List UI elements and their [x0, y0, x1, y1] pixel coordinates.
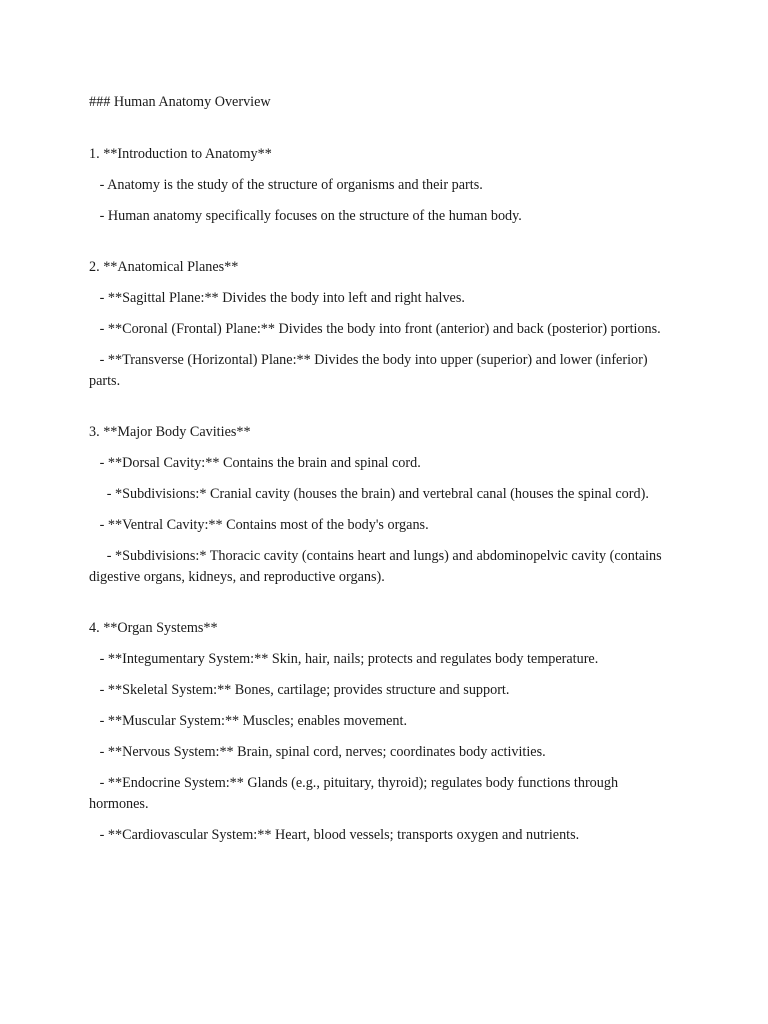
- document-page: [89, 92, 664, 856]
- list-item: - **Coronal (Frontal) Plane:** Divides the body into front (anterior) and back (posterior) portions.: [89, 321, 661, 337]
- list-item: - **Sagittal Plane:** Divides the body into left and right halves.: [89, 290, 465, 306]
- section-heading-organ-systems: 4. **Organ Systems**: [89, 620, 218, 636]
- list-item: - *Subdivisions:* Thoracic cavity (contains heart and lungs) and abdominopelvic cavity (contains digestive organs, kidneys, and reproductive organs).: [89, 548, 666, 585]
- list-item: - **Cardiovascular System:** Heart, blood vessels; transports oxygen and nutrients.: [89, 826, 580, 843]
- list-item: - **Ventral Cavity:** Contains most of the body's organs.: [89, 517, 429, 533]
- list-item: - Human anatomy specifically focuses on the structure of the human body.: [89, 207, 522, 224]
- list-item: - **Integumentary System:** Skin, hair, nails; protects and regulates body temperature.: [89, 651, 599, 667]
- list-item: - Anatomy is the study of the structure of organisms and their parts.: [89, 176, 483, 193]
- list-item: - **Transverse (Horizontal) Plane:** Divides the body into upper (superior) and lower (inferior) parts.: [89, 352, 652, 389]
- section-heading-cavities: 3. **Major Body Cavities**: [89, 424, 251, 440]
- list-item: - **Nervous System:** Brain, spinal cord, nerves; coordinates body activities.: [89, 744, 546, 760]
- section-heading-planes: 2. **Anatomical Planes**: [89, 259, 239, 275]
- list-item: - **Muscular System:** Muscles; enables movement.: [89, 713, 407, 729]
- list-item: - **Skeletal System:** Bones, cartilage; provides structure and support.: [89, 682, 510, 698]
- list-item: - *Subdivisions:* Cranial cavity (houses the brain) and vertebral canal (houses the spinal cord).: [89, 486, 649, 502]
- document-title: ### Human Anatomy Overview: [89, 94, 271, 110]
- list-item: - **Endocrine System:** Glands (e.g., pituitary, thyroid); regulates body functions through hormones.: [89, 775, 622, 812]
- section-heading-introduction: 1. **Introduction to Anatomy**: [89, 145, 272, 162]
- list-item: - **Dorsal Cavity:** Contains the brain and spinal cord.: [89, 455, 421, 471]
